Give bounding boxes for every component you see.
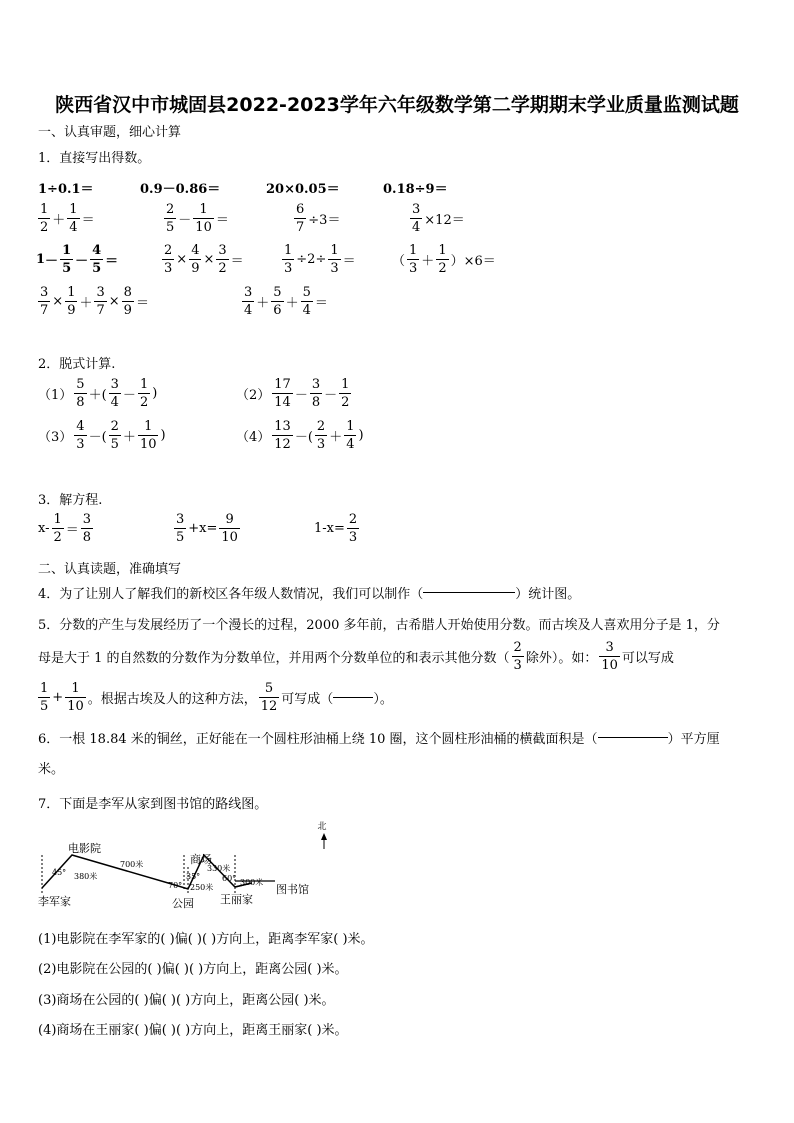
q1-item-2: 0.9－0.86＝: [140, 182, 221, 197]
q1-item-1: 1÷0.1＝: [38, 182, 94, 197]
q7-heading: 7．下面是李军从家到图书馆的路线图。: [38, 797, 268, 812]
q1-item-5: $\frac{1}{2}$ ＋ $\frac{1}{4}$ ＝: [40, 202, 95, 235]
q2-heading: 2．脱式计算.: [38, 357, 116, 372]
angle-3: 35°: [186, 872, 201, 881]
distance-1: 380米: [74, 872, 98, 881]
q3-item-1: x- $\frac{1}{2}$ ＝ $\frac{3}{8}$: [38, 512, 92, 545]
q5-line-1: 5．分数的产生与发展经历了一个漫长的过程，2000 多年前，古希腊人开始使用分数。而古埃及人喜欢用分子是 1，分: [38, 618, 720, 633]
section-2-heading: 二、认真读题，准确填写: [38, 562, 182, 577]
q3-heading: 3．解方程.: [38, 493, 103, 508]
q1-item-13: $\frac{3}{7}$ × $\frac{1}{9}$ ＋ $\frac{3}{7}$ × $\frac{8}{9}$ ＝: [40, 285, 149, 318]
q2-item-3: （3） $\frac{4}{3}$ －( $\frac{2}{5}$ ＋ $\frac{1}{10}$ ): [38, 419, 166, 452]
distance-5: 300米: [240, 878, 264, 887]
place-home: 李军家: [38, 895, 71, 908]
q7-sub-3: (3)商场在公园的( )偏( )( )方向上，距离公园( )米。: [38, 993, 335, 1008]
place-park: 公园: [172, 897, 194, 910]
q5-line-3: $\frac{1}{5}$ + $\frac{1}{10}$ 。根据古埃及人的这种方法， $\frac{5}{12}$ 可写成（ ）。: [40, 681, 393, 714]
q1-item-7: $\frac{6}{7}$ ÷3＝: [296, 202, 341, 235]
q1-item-9: 1 － $\frac{1}{5}$ － $\frac{4}{5}$ ＝: [36, 243, 119, 276]
q7-sub-1: (1)电影院在李军家的( )偏( )( )方向上，距离李军家( )米。: [38, 932, 374, 947]
q1-item-14: $\frac{3}{4}$ ＋ $\frac{5}{6}$ ＋ $\frac{5}{4}$ ＝: [244, 285, 328, 318]
angle-2: 70°: [168, 881, 183, 890]
q2-item-2: （2） $\frac{17}{14}$ － $\frac{3}{8}$ － $\frac{1}{2}$: [236, 377, 350, 410]
q7-sub-4: (4)商场在王丽家( )偏( )( )方向上，距离王丽家( )米。: [38, 1023, 348, 1038]
angle-1: 45°: [52, 868, 67, 877]
q1-item-3: 20×0.05＝: [266, 182, 340, 197]
place-wangli-home: 王丽家: [220, 893, 253, 906]
q6-line-2: 米。: [38, 762, 65, 777]
north-label: 北: [317, 822, 327, 832]
place-cinema: 电影院: [68, 842, 101, 855]
q5-answer-blank[interactable]: [333, 697, 373, 698]
q1-item-8: $\frac{3}{4}$ ×12＝: [412, 202, 465, 235]
section-1-heading: 一、认真审题，细心计算: [38, 125, 182, 140]
page-title: 陕西省汉中市城固县2022-2023学年六年级数学第二学期期末学业质量监测试题: [55, 94, 739, 116]
q1-item-10: $\frac{2}{3}$ × $\frac{4}{9}$ × $\frac{3}{2}$ ＝: [164, 243, 244, 276]
q1-heading: 1．直接写出得数。: [38, 151, 151, 166]
route-map: [30, 815, 350, 915]
q3-item-2: $\frac{3}{5}$ +x= $\frac{9}{10}$: [176, 512, 238, 545]
q4-answer-blank[interactable]: [423, 592, 515, 593]
q5-line-2: 母是大于 1 的自然数的分数作为分数单位，并用两个分数单位的和表示其他分数（ $\frac{2}{3}$ 除外）。如： $\frac{3}{10}$ 可以写成: [38, 640, 674, 673]
q3-item-3: 1-x= $\frac{2}{3}$: [314, 512, 358, 545]
q2-item-4: （4） $\frac{13}{12}$ －( $\frac{2}{3}$ ＋ $\frac{1}{4}$ ): [236, 419, 364, 452]
q1-item-12: （ $\frac{1}{3}$ ＋ $\frac{1}{2}$ ）×6＝: [392, 243, 496, 276]
q7-sub-2: (2)电影院在公园的( )偏( )( )方向上，距离公园( )米。: [38, 962, 348, 977]
distance-2: 700米: [120, 860, 144, 869]
q1-item-11: $\frac{1}{3}$ ÷2÷ $\frac{1}{3}$ ＝: [284, 243, 356, 276]
q6-line-1: 6．一根 18.84 米的铜丝，正好能在一个圆柱形油桶上绕 10 圈，这个圆柱形油桶的横截面积是（ ）平方厘: [38, 732, 720, 747]
q6-answer-blank[interactable]: [598, 737, 668, 738]
q1-item-4: 0.18÷9＝: [383, 182, 448, 197]
place-mall: 商场: [190, 853, 212, 866]
distance-4: 330米: [207, 864, 231, 873]
angle-4: 60°: [222, 874, 237, 883]
distance-3: 250米: [190, 883, 214, 892]
q4: 4．为了让别人了解我们的新校区各年级人数情况，我们可以制作（ ）统计图。: [38, 587, 581, 602]
place-library: 图书馆: [276, 883, 309, 896]
q2-item-1: （1） $\frac{5}{8}$ ＋( $\frac{3}{4}$ － $\frac{1}{2}$ ): [38, 377, 158, 410]
q1-item-6: $\frac{2}{5}$ － $\frac{1}{10}$ ＝: [166, 202, 229, 235]
